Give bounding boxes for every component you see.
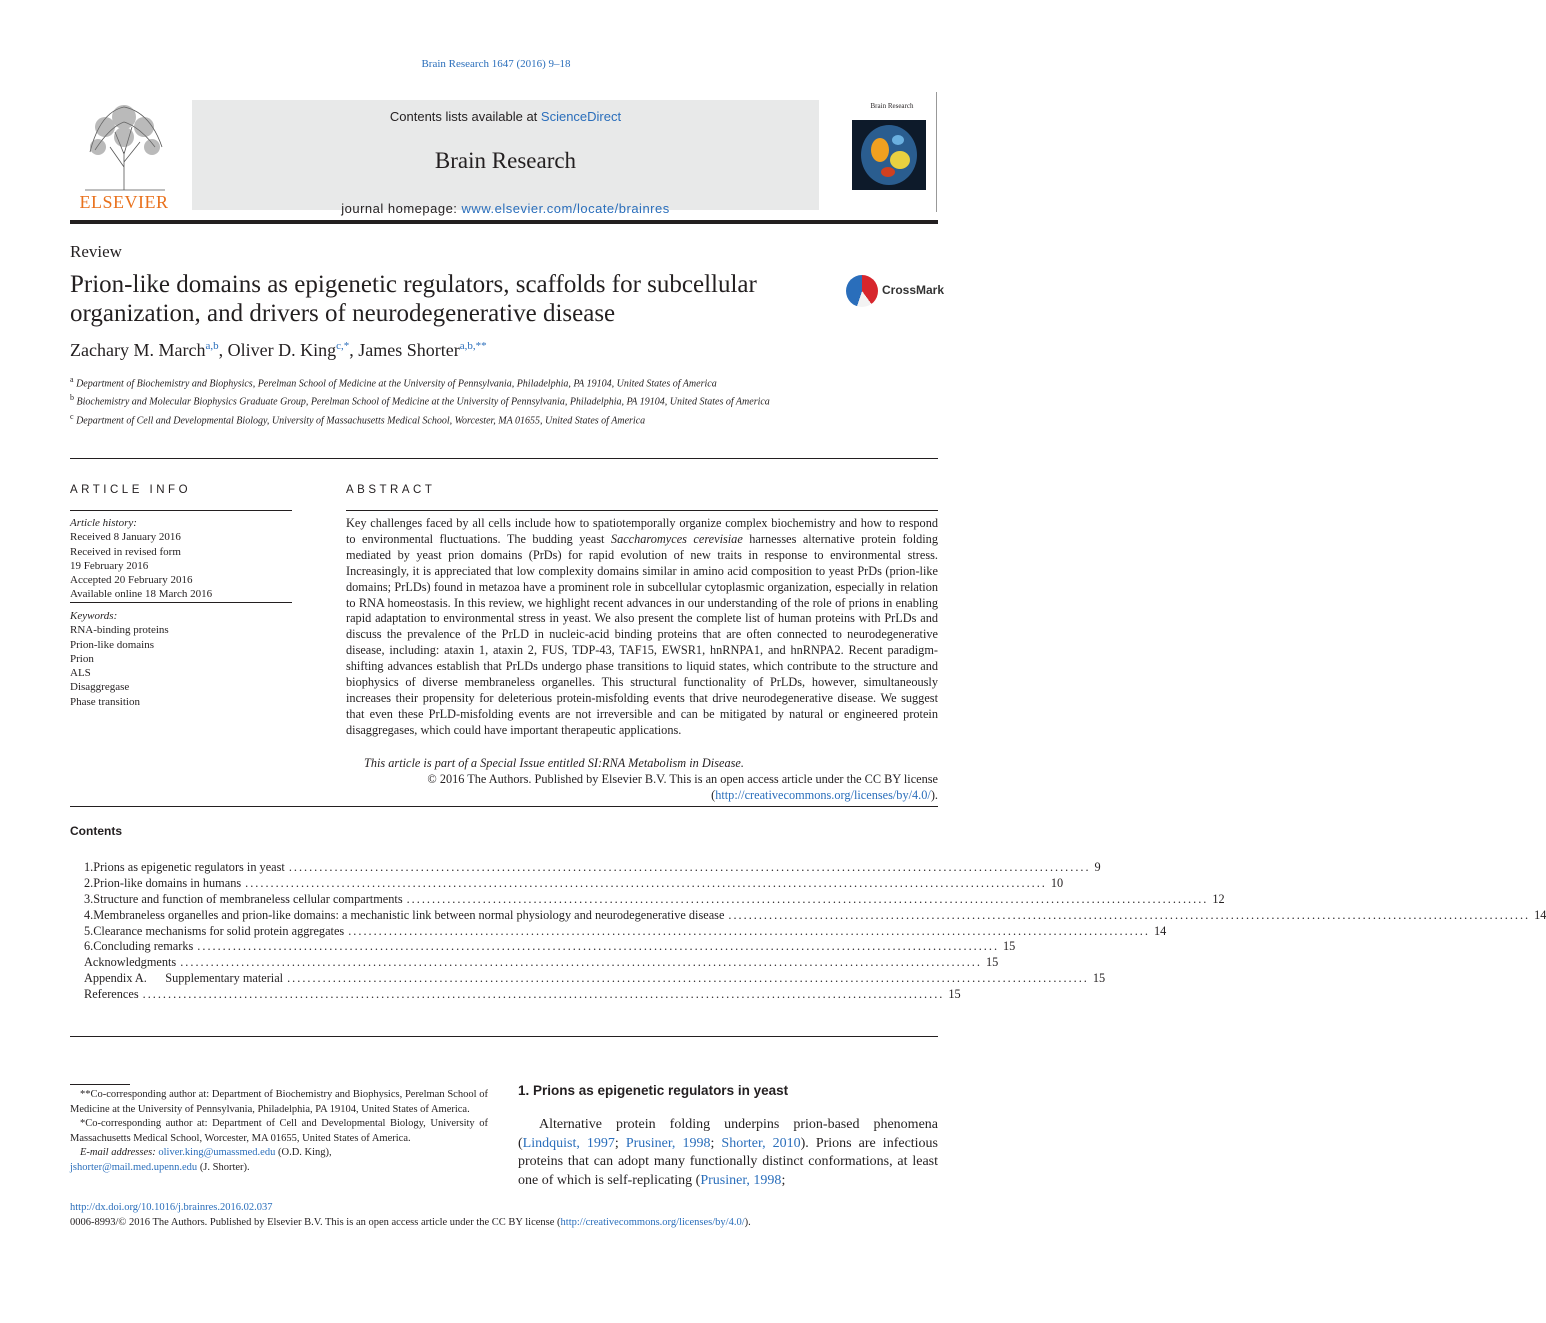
reference-link[interactable]: Lindquist, 1997	[522, 1135, 615, 1151]
keyword: Phase transition	[70, 695, 140, 708]
crossmark-label: CrossMark	[882, 283, 945, 297]
masthead	[70, 92, 938, 216]
sciencedirect-link[interactable]: ScienceDirect	[540, 109, 622, 124]
elsevier-wordmark[interactable]: ELSEVIER	[79, 192, 169, 212]
toc-item[interactable]: 6. Concluding remarks .............................................................................................................................................................. 15	[84, 939, 1016, 954]
author-name[interactable]: Oliver D. King	[227, 340, 337, 360]
history-item: Received in revised form	[70, 545, 181, 558]
keyword: RNA-binding proteins	[70, 624, 169, 637]
divider	[70, 458, 938, 459]
crossmark-badge[interactable]	[846, 275, 945, 313]
article-history	[70, 516, 292, 602]
homepage-link[interactable]: www.elsevier.com/locate/brainres	[461, 201, 670, 216]
divider	[346, 510, 938, 511]
keyword: Prion-like domains	[70, 638, 155, 651]
article-info-heading: ARTICLE INFO	[70, 484, 192, 496]
toc-item[interactable]: 3. Structure and function of membraneless cellular compartments .............................................................................................................................................................. 12	[84, 891, 1225, 906]
footnote: **Co-corresponding author at: Department of Biochemistry and Biophysics, Perelman School of Medicine at the University of Pennsylvania, Philadelphia, PA 19104, United States of America.	[70, 1089, 488, 1115]
issn-line: 0006-8993/© 2016 The Authors. Published by Elsevier B.V. This is an open access article under the CC BY license (http://creativecommons.org/licenses/by/4.0/).	[70, 1217, 751, 1228]
footnote: *Co-corresponding author at: Department of Cell and Developmental Biology, University of Massachusetts Medical School, Worcester, MA 01655, United States of America.	[70, 1118, 488, 1144]
brain-scan-image	[852, 120, 926, 190]
divider	[70, 806, 938, 807]
reference-link[interactable]: Shorter, 2010	[721, 1135, 801, 1151]
divider	[70, 1036, 938, 1037]
contents-available: Contents lists available at ScienceDirect	[389, 109, 622, 124]
journal-cover[interactable]	[848, 92, 937, 212]
toc-item[interactable]: 2. Prion-like domains in humans .............................................................................................................................................................. 10	[84, 875, 1064, 890]
history-item: Available online 18 March 2016	[70, 588, 213, 601]
affiliations	[70, 373, 830, 428]
email-link[interactable]: jshorter@mail.med.upenn.edu	[70, 1161, 198, 1173]
copyright-notice: © 2016 The Authors. Published by Elsevier B.V. This is an open access article under the CC BY license (http://creativecommons.org/licenses/by/4.0/).	[427, 772, 938, 802]
keywords-label: Keywords:	[70, 610, 118, 622]
keyword: ALS	[70, 667, 91, 680]
author-affil-ref[interactable]: a,b,**	[459, 340, 487, 352]
license-link[interactable]: http://creativecommons.org/licenses/by/4.0/	[715, 787, 931, 802]
header-rule	[70, 220, 938, 224]
journal-name: Brain Research	[434, 148, 577, 173]
section-body: Alternative protein folding underpins prion-based phenomena (Lindquist, 1997; Prusiner, 1998; Shorter, 2010). Prions are infectious proteins that can adopt many functionally distinct conformations, at least one of which is self-replicating (Prusiner, 1998;	[518, 1117, 939, 1188]
author-affil-ref[interactable]: a,b	[205, 340, 219, 352]
toc-item[interactable]: Acknowledgments .............................................................................................................................................................. 15	[84, 955, 999, 970]
crossmark-icon	[846, 275, 878, 307]
species-name: Saccharomyces cerevisiae	[610, 531, 743, 546]
affiliation: $^c$ Department of Cell and Developmental Biology, University of Massachusetts Medical School, Worcester, MA 01655, United States of America	[70, 411, 646, 426]
keywords	[70, 609, 292, 709]
history-label: Article history:	[70, 517, 137, 529]
footnote-rule	[70, 1084, 130, 1085]
history-item: Accepted 20 February 2016	[70, 574, 193, 587]
author-affil-ref[interactable]: c,*	[336, 340, 350, 352]
special-issue-note: This article is part of a Special Issue entitled SI:RNA Metabolism in Disease.	[364, 756, 744, 770]
reference-link[interactable]: Prusiner, 1998	[625, 1135, 711, 1151]
email-link[interactable]: oliver.king@umassmed.edu	[158, 1147, 276, 1158]
keyword: Prion	[70, 652, 94, 665]
toc-item[interactable]: 5. Clearance mechanisms for solid protein aggregates .............................................................................................................................................................. 14	[84, 923, 1167, 938]
doi-link[interactable]: http://dx.doi.org/10.1016/j.brainres.2016.02.037	[70, 1202, 273, 1213]
contents-heading: Contents	[70, 824, 122, 838]
journal-homepage: journal homepage: www.elsevier.com/locate/brainres	[341, 201, 670, 216]
history-item: Received 8 January 2016	[70, 531, 181, 544]
journal-citation[interactable]: Brain Research 1647 (2016) 9–18	[421, 58, 571, 70]
journal-banner	[192, 100, 819, 216]
affiliation: $^a$ Department of Biochemistry and Biophysics, Perelman School of Medicine at the University of Pennsylvania, Philadelphia, PA 19104, United States of America	[70, 375, 717, 390]
table-of-contents	[84, 860, 1546, 1003]
divider	[70, 510, 292, 511]
history-item: 19 February 2016	[70, 559, 149, 572]
affiliation: $^b$ Biochemistry and Molecular Biophysics Graduate Group, Perelman School of Medicine at the University of Pennsylvania, Philadelphia, PA 19104, United States of America	[70, 393, 770, 408]
article-type: Review	[70, 242, 122, 261]
author-list: Zachary M. March$^{a,b}$, Oliver D. King$^{c,*}$, James Shorter$^{a,b,**}$	[70, 340, 487, 360]
abstract-heading: ABSTRACT	[346, 484, 436, 496]
email-footnote: E-mail addresses: oliver.king@umassmed.edu (O.D. King), jshorter@mail.med.upenn.edu (J. Shorter).	[70, 1147, 332, 1173]
author-name[interactable]: Zachary M. March	[70, 340, 206, 360]
license-link[interactable]: http://creativecommons.org/licenses/by/4.0/	[560, 1217, 745, 1228]
footnotes	[70, 1088, 488, 1175]
section-heading: 1. Prions as epigenetic regulators in yeast	[518, 1083, 789, 1098]
toc-item[interactable]: 1. Prions as epigenetic regulators in yeast .............................................................................................................................................................. 9	[84, 860, 1101, 874]
toc-item[interactable]: Appendix A. Supplementary material .............................................................................................................................................................. 15	[84, 971, 1106, 986]
reference-link[interactable]: Prusiner, 1998	[700, 1172, 782, 1188]
divider	[70, 602, 292, 603]
author-name[interactable]: James Shorter	[358, 340, 460, 360]
toc-item[interactable]: References .............................................................................................................................................................. 15	[84, 987, 961, 1002]
abstract-text: Key challenges faced by all cells include how to spatiotemporally organize complex biochemistry and how to respond to environmental fluctuations. The budding yeast Saccharomyces cerevisiae harnesses alternative protein folding mediated by yeast prion domains (PrDs) for rapid evolution of new traits in response to environmental stress. Increasingly, it is appreciated that low complexity domains similar in amino acid composition to yeast PrDs (prion-like domains; PrLDs) found in metazoa have a prominent role in subcellular cytoplasmic organization, especially in relation to RNA homeostasis. In this review, we highlight recent advances in our understanding of the role of prions in enabling rapid adaptation to environmental stress in yeast. We also present the complete list of human proteins with PrLDs and discuss the prevalence of the PrLD in nucleic-acid binding proteins that are often connected to neurodegenerative disease, including: ataxin 1, ataxin 2, FUS, TDP-43, TAF15, EWSR1, hnRNPA1, and hnRNPA2. Recent paradigm-shifting advances establish that PrLDs undergo phase transitions to liquid states, which contribute to the structure and biophysics of diverse membraneless organelles. This structural functionality of PrLDs, however, simultaneously increases their propensity for deleterious protein-misfolding events that drive neurodegenerative disease. We suggest that even these PrLD-misfolding events are not irreversible and can be mitigated by natural or engineered protein disaggregases, which could have important therapeutic applications.	[346, 516, 938, 737]
keyword: Disaggregase	[70, 681, 130, 694]
article-title: Prion-like domains as epigenetic regulators, scaffolds for subcellular organization, and drivers of neurodegenerative disease	[70, 271, 757, 327]
toc-item[interactable]: 4. Membraneless organelles and prion-like domains: a mechanistic link between normal physiology and neurodegenerative disease .............................................................................................................................................................. 14	[84, 907, 1546, 922]
cover-title: Brain Research	[870, 102, 914, 110]
